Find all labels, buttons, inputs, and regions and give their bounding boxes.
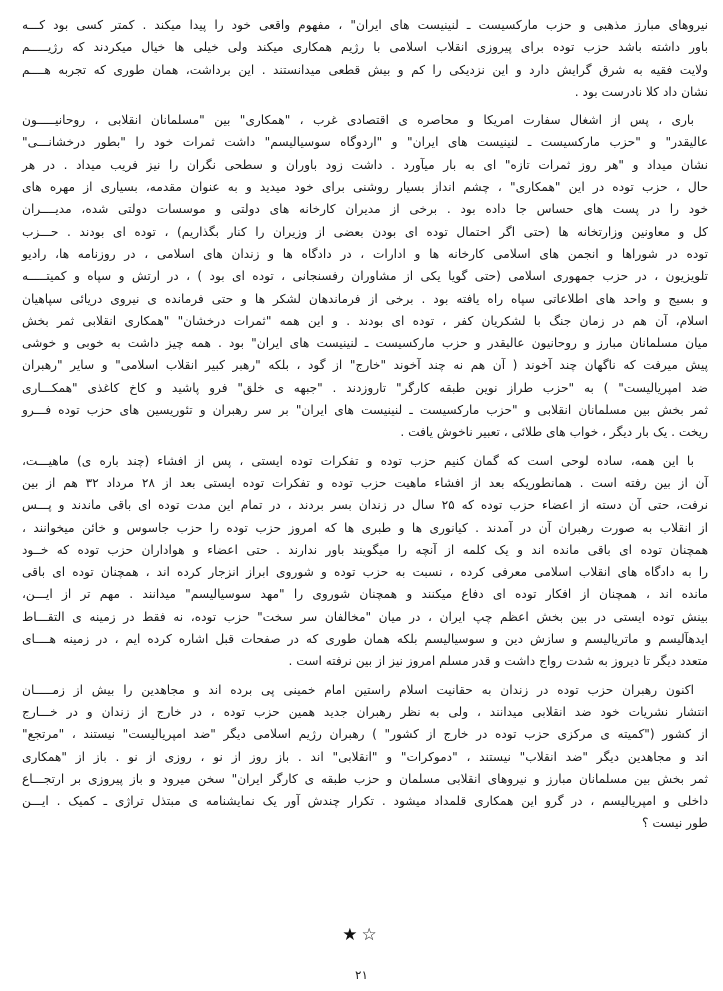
text-line: را به دادگاه های انقلاب اسلامی معرفی کرده ، نسبت به حزب توده و شوروی ابراز انزجار کرده اند ، همچنان توده ای باقی: [22, 565, 708, 580]
text-line: داخلی و امپریالیسم ، در گرو این همکاری قلمداد میشود . تکرار چندش آور یک نمایشنامه ی مبتذل تراژی ـ کمیک . ایـــن: [22, 794, 708, 809]
text-line: باور داشته باشد حزب توده برای پیروزی انقلاب اسلامی با رژیم همکاری میکند ولی خیلی ها خیال میکردند که رژیـــــم: [22, 40, 708, 55]
text-line: باری ، پس از اشغال سفارت امریکا و محاصره ی اقتصادی غرب ، "همکاری" بین "مسلمانان انقلابی ، روحانیـــــون: [22, 113, 694, 128]
text-line: کل و معاونین وزارتخانه ها (حتی اگر احتمال توده ای بودن بعضی از وزیران را کنار بگذاریم) ، توده ای بودند . حـــزب: [22, 224, 708, 239]
text-line: ریخت . یک بار دیگر ، خواب های طلائی ، تعبیر ناخوش یافت .: [400, 425, 708, 440]
paragraph-3: [22, 450, 708, 673]
paragraph-2: [22, 109, 708, 443]
text-line: اکنون رهبران حزب توده در زندان به حقانیت اسلام راستین امام خمینی پی برده اند و مجاهدین را بیش از زمـــــان: [22, 682, 694, 697]
text-line: از انقلاب به صورت رهبران آن در آمدند . کیانوری ها و طبری ها که امروز حزب توده را حزب جاسوس و خائن میخوانند ،: [22, 520, 708, 535]
text-line: میان مسلمانان مبارز و روحانیون عالیقدر و حزب مارکسیست ـ لنینیست های ایران" بود . همه چیز داشت به خوبی و خوشی: [22, 336, 708, 351]
star-divider-icon: ★☆: [342, 925, 381, 945]
text-line: آن از بین رفته است . همانطوریکه بعد از افشاء ماهیت حزب توده و تفکرات توده ایستی بعد از ۲۸ مرداد ۳۲ هم از بین: [22, 475, 708, 490]
text-line: توده در شوراها و انجمن های اسلامی کارخانه ها و ادارات ، در دادگاه ها و زندان های اسلامی ، در روزنامه ها، رادیو: [22, 246, 708, 261]
text-line: همچنان توده ای باقی مانده اند و یک کلمه از آنچه را میگویند باور ندارند . حتی اعضاء و هواداران حزب توده که خــود: [22, 542, 708, 557]
text-line: با این همه، ساده لوحی است که گمان کنیم حزب توده و تفکرات توده ایستی ، پس از افشاء (چند باره ی) ماهیـــت،: [22, 453, 694, 468]
text-line: خود را در پست های حساس جا داده بود . برخی از مدیران کارخانه های دولتی و موسسات دولتی شده، مدیــــران: [22, 202, 708, 217]
text-line: ثمر بخش بین مسلمانان انقلابی و "حزب مارکسیست ـ لنینیست های ایران" بر سر رهبران و تئوریسین های حزب توده فـــرو: [22, 403, 708, 418]
text-line: حال ، حزب توده در این "همکاری" ، چشم انداز بسیار روشنی برای خود میدید و به عنوان مقدمه، بسیاری از مهره های: [22, 180, 708, 195]
text-line: بینش توده ایستی در بین بخش اعظم چپ ایران ، در میان "مخالفان سر سخت" حزب توده، نه فقط در زمینه ی التقـــاط: [22, 609, 708, 624]
paragraph-4: [22, 679, 708, 835]
text-line: ثمر بخش بین مسلمانان مبارز و نیروهای انقلابی مسلمان و حزب طبقه ی کارگر ایران" سخن میرود و باز پیروزی بر ارتجـــاع: [22, 771, 708, 786]
text-line: طور نیست ؟: [641, 816, 708, 831]
text-line: و بسیج و واحد های اطلاعاتی سپاه راه یافته بود . برخی از فرماندهان لشکر ها و حتی فرمانده ی نیروی دریائی سپاهیان: [22, 291, 708, 306]
text-line: عالیقدر" و "حزب مارکسیست ـ لنینیست های ایران" و "اردوگاه سوسیالیسم" داشت ثمرات خود را "بطور درخشانـــی": [22, 135, 708, 150]
text-line: اسلام، آن هم در زمان جنگ با لشکریان کفر ، توده ای بودند . و این همه "ثمرات درخشان" "همکاری انقلابی ثمر بخش: [22, 313, 708, 328]
page-number: ۲۱: [355, 968, 368, 982]
text-line: پیش میرفت که ناگهان چند آخوند ( آن هم نه چند آخوند "خارج" از گود ، بلکه "رهبر کبیر انقلاب اسلامی" و سایر "رهبران: [22, 358, 708, 373]
text-line: نشان داد کلا نادرست بود .: [574, 84, 708, 99]
text-line: انتشار نشریات خود ضد انقلابی میدانند ، ولی به نظر رهبران جدید همین حزب توده ، در خارج از زندان و در خـــارج: [22, 704, 708, 719]
text-line: ایدهآلیسم و ماتریالیسم و سازش دین و سوسیالیسم بلکه همان طوری که در صفحات قبل اشاره کرده ایم ، در زمینه هــــای: [22, 632, 708, 647]
text-line: ولایت فقیه به شرق گرایش دارد و این نزدیکی را کم و بیش قطعی میدانستند . این برداشت، همان طوری که تجربه هــــم: [22, 62, 708, 77]
document-body: [22, 14, 708, 841]
text-line: متعدد دیگر تا دیروز به شدت رواج داشت و قدر مسلم امروز نیز از بین نرفته است .: [288, 654, 708, 669]
text-line: تلویزیون ، در حزب جمهوری اسلامی (حتی گویا یکی از مشاوران رفسنجانی ، توده ای بود ) ، در ارتش و سپاه و کمیتـــــه: [22, 269, 708, 284]
text-line: نرفت، حتی آن دسته از اعضاء حزب توده که ۲۵ سال در زندان بسر بردند ، در تمام این مدت توده ای باقی ماندند و پـــس: [22, 498, 709, 513]
paragraph-1: [22, 14, 708, 103]
text-line: اند و مجاهدین دیگر "ضد انقلاب" نیستند ، "دموکرات" و "انقلابی" اند . باز روز از نو ، روزی از نو . باز از "همکاری: [22, 749, 708, 764]
text-line: ضد امپریالیست" ) به "حزب طراز نوین طبقه کارگر" تاروزدند . "جبهه ی خلق" فرو پاشید و کاخ کاغذی "همکـــاری: [22, 380, 708, 395]
text-line: نشان میداد و "هر روز ثمرات تازه" ای به بار میآورد . داشت زود باوران و سطحی نگران را نیز فریب میداد . در هر: [22, 157, 708, 172]
text-line: از کشور ("کمیته ی مرکزی حزب توده در خارج از کشور" ) رهبران رژیم اسلامی دیگر "ضد امپریالیست" نیستند ، "مرتجع": [22, 727, 708, 742]
text-line: مانده اند ، همچنان از افکار توده ای دفاع میکنند و همچنان شوروی را "مهد سوسیالیسم" میدانند . مهم تر از ایـــن،: [22, 587, 708, 602]
text-line: نیروهای مبارز مذهبی و حزب مارکسیست ـ لنینیست های ایران" ، مفهوم واقعی خود را پیدا میکند . کمتر کسی بود کـــه: [22, 18, 708, 32]
